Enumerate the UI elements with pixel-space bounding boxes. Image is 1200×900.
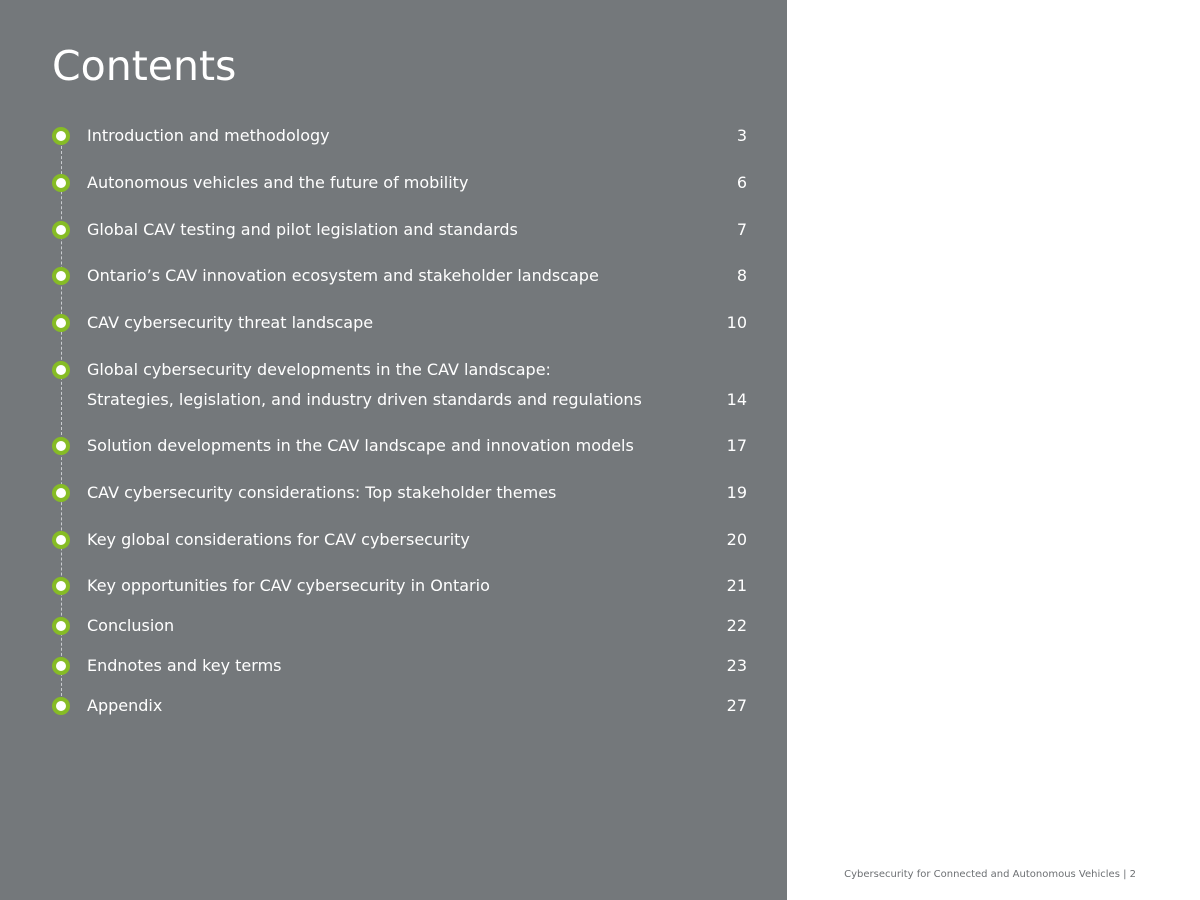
- toc-item-page: 10: [726, 313, 747, 332]
- toc-item-title: Introduction and methodology: [87, 126, 330, 145]
- circle-bullet-icon: [52, 361, 70, 379]
- toc-item-title: CAV cybersecurity threat landscape: [87, 313, 374, 332]
- toc-item-title: Appendix: [87, 696, 163, 715]
- page-title: Contents: [52, 42, 237, 90]
- toc-item-title: Solution developments in the CAV landscape and innovation models: [87, 436, 634, 455]
- toc-item-title: CAV cybersecurity considerations: Top stakeholder themes: [87, 483, 557, 502]
- toc-item-page: 14: [726, 390, 747, 409]
- toc-item-title: Global cybersecurity developments in the CAV landscape:: [87, 360, 551, 379]
- circle-bullet-icon: [52, 437, 70, 455]
- circle-bullet-icon: [52, 484, 70, 502]
- toc-item-page: 22: [726, 616, 747, 635]
- toc-item[interactable]: [0, 611, 787, 641]
- toc-item-page: 6: [736, 173, 747, 192]
- circle-bullet-icon: [52, 657, 70, 675]
- toc-item[interactable]: [0, 691, 787, 721]
- toc-item-page: 3: [736, 126, 747, 145]
- toc-item-title: Global CAV testing and pilot legislation and standards: [87, 220, 518, 239]
- toc-item-page: 8: [736, 266, 747, 285]
- circle-bullet-icon: [52, 697, 70, 715]
- toc-item[interactable]: [0, 261, 787, 291]
- toc-item-title: Autonomous vehicles and the future of mobility: [87, 173, 469, 192]
- toc-item-page: 21: [726, 576, 747, 595]
- circle-bullet-icon: [52, 577, 70, 595]
- toc-item-page: 20: [726, 530, 747, 549]
- toc-item-page: 17: [726, 436, 747, 455]
- toc-item[interactable]: [0, 571, 787, 601]
- toc-item-title: Key opportunities for CAV cybersecurity in Ontario: [87, 576, 490, 595]
- circle-bullet-icon: [52, 314, 70, 332]
- toc-item[interactable]: [0, 308, 787, 338]
- toc-item-title: Ontario’s CAV innovation ecosystem and stakeholder landscape: [87, 266, 599, 285]
- page-footer: Cybersecurity for Connected and Autonomous Vehicles | 2: [844, 869, 1136, 880]
- circle-bullet-icon: [52, 127, 70, 145]
- toc-item-page: 23: [726, 656, 747, 675]
- toc-item[interactable]: [0, 168, 787, 198]
- toc-item[interactable]: [0, 121, 787, 151]
- toc-item-title: Conclusion: [87, 616, 175, 635]
- circle-bullet-icon: [52, 267, 70, 285]
- toc-item-page: 19: [726, 483, 747, 502]
- toc-item-page: 7: [736, 220, 747, 239]
- toc-item[interactable]: [0, 431, 787, 461]
- toc-item[interactable]: [0, 355, 787, 415]
- circle-bullet-icon: [52, 617, 70, 635]
- toc-item[interactable]: [0, 215, 787, 245]
- toc-item-title: Endnotes and key terms: [87, 656, 282, 675]
- toc-item-title-continued: Strategies, legislation, and industry driven standards and regulations: [87, 390, 642, 409]
- toc-item-title: Key global considerations for CAV cybersecurity: [87, 530, 470, 549]
- circle-bullet-icon: [52, 531, 70, 549]
- toc-item-page: 27: [726, 696, 747, 715]
- toc-item[interactable]: [0, 525, 787, 555]
- toc-item[interactable]: [0, 478, 787, 508]
- circle-bullet-icon: [52, 221, 70, 239]
- circle-bullet-icon: [52, 174, 70, 192]
- toc-item[interactable]: [0, 651, 787, 681]
